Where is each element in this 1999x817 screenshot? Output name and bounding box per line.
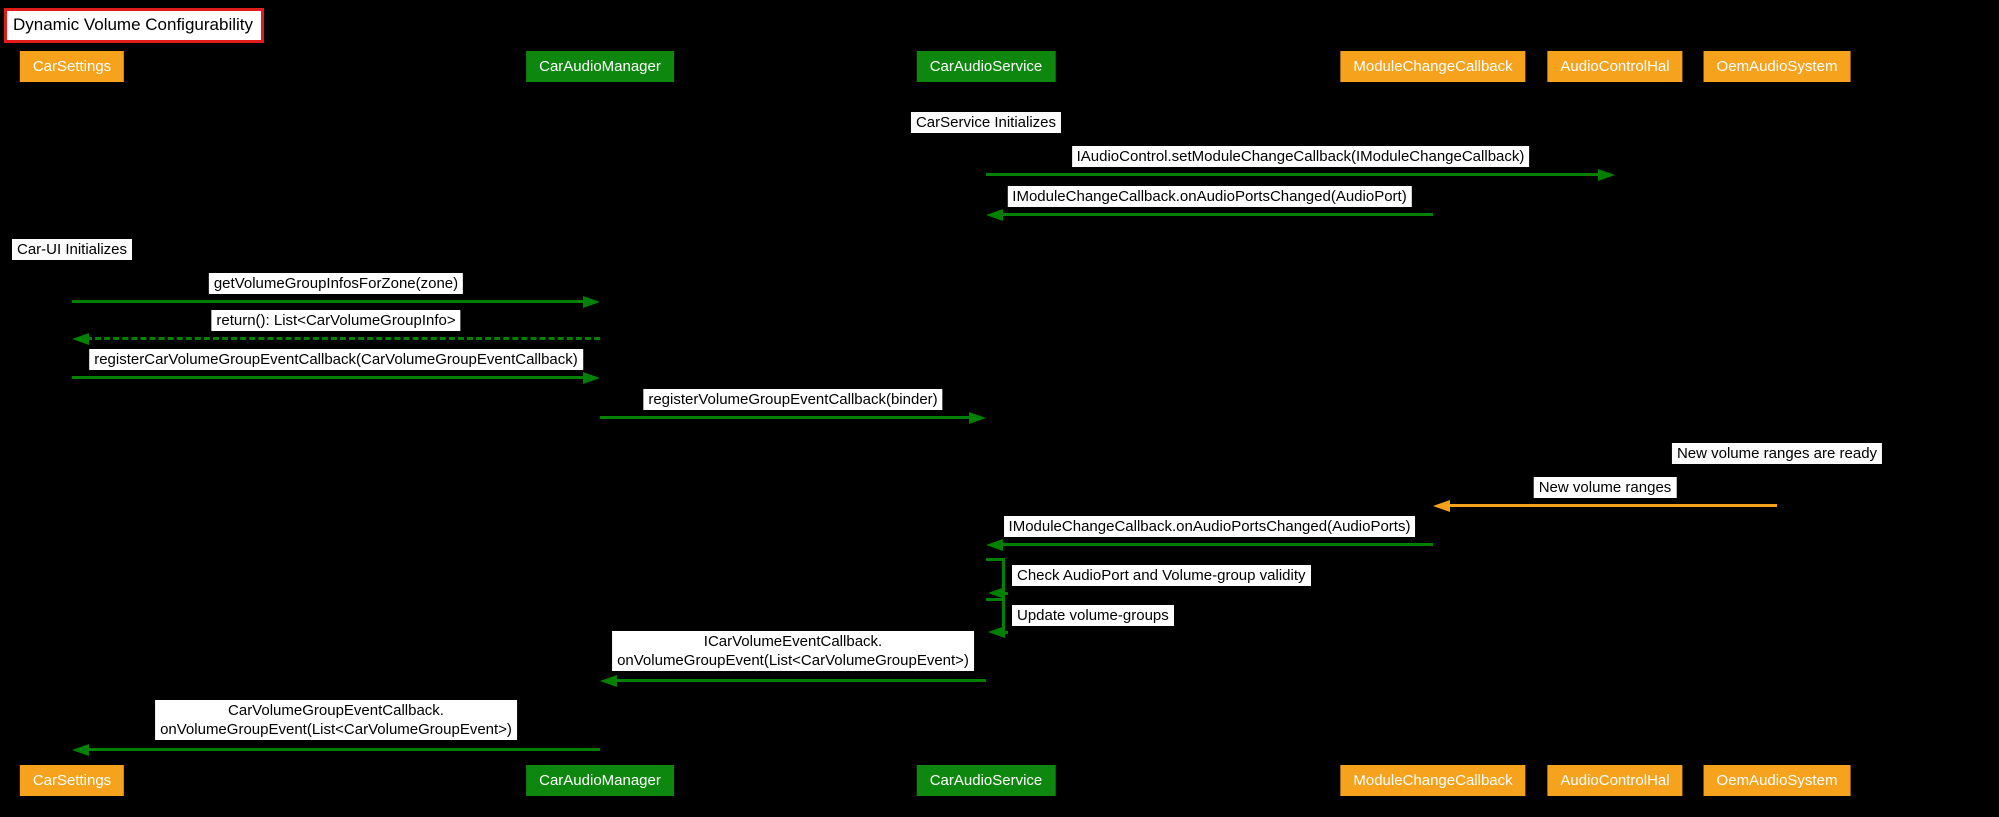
message-arrow-head-10 bbox=[986, 539, 1003, 551]
message-arrow-head-2 bbox=[986, 209, 1003, 221]
participant-box-top-caraudiomanager: CarAudioManager bbox=[526, 51, 674, 82]
message-label-13-line: onVolumeGroupEvent(List<CarVolumeGroupEvent>) bbox=[617, 652, 969, 669]
message-arrow-head-4 bbox=[583, 296, 600, 308]
message-label-2 bbox=[1007, 186, 1411, 207]
message-arrow-head-9 bbox=[1433, 500, 1450, 512]
message-arrow-head-13 bbox=[600, 675, 617, 687]
message-arrow-line-6 bbox=[72, 376, 586, 379]
participant-box-top-caraudioservice: CarAudioService bbox=[917, 51, 1056, 82]
message-label-14-line: CarVolumeGroupEventCallback. bbox=[228, 702, 444, 719]
participant-box-bottom-modulechangecallback: ModuleChangeCallback bbox=[1340, 765, 1525, 796]
message-label-9 bbox=[1534, 477, 1677, 498]
note-8: New volume ranges are ready bbox=[1672, 443, 1882, 464]
message-label-2-line: IModuleChangeCallback.onAudioPortsChanged(AudioPort) bbox=[1012, 188, 1407, 205]
participant-box-bottom-audiocontrolhal: AudioControlHal bbox=[1547, 765, 1682, 796]
message-label-14 bbox=[155, 700, 517, 740]
diagram-title: Dynamic Volume Configurability bbox=[4, 8, 264, 43]
message-arrow-line-7 bbox=[600, 416, 972, 419]
participant-box-top-oemaudiosystem: OemAudioSystem bbox=[1704, 51, 1851, 82]
message-label-1-line: IAudioControl.setModuleChangeCallback(IModuleChangeCallback) bbox=[1076, 148, 1525, 165]
message-label-7-line: registerVolumeGroupEventCallback(binder) bbox=[648, 391, 938, 408]
message-label-1 bbox=[1072, 146, 1530, 167]
message-label-6 bbox=[89, 349, 583, 370]
message-arrow-line-10 bbox=[1000, 543, 1433, 546]
message-label-7 bbox=[643, 389, 942, 410]
participant-box-top-carsettings: CarSettings bbox=[20, 51, 124, 82]
message-label-4 bbox=[209, 273, 463, 294]
message-label-10-line: IModuleChangeCallback.onAudioPortsChanged(AudioPorts) bbox=[1008, 518, 1411, 535]
message-arrow-line-5 bbox=[86, 337, 600, 340]
self-message-arrow-head-12 bbox=[988, 626, 1005, 638]
message-label-13 bbox=[612, 631, 974, 671]
message-arrow-head-6 bbox=[583, 372, 600, 384]
message-label-13-line: ICarVolumeEventCallback. bbox=[703, 633, 883, 650]
participant-box-top-modulechangecallback: ModuleChangeCallback bbox=[1340, 51, 1525, 82]
message-arrow-line-14 bbox=[86, 748, 600, 751]
self-message-label-12: Update volume-groups bbox=[1012, 605, 1174, 626]
note-3: Car-UI Initializes bbox=[12, 239, 132, 260]
message-arrow-line-4 bbox=[72, 300, 586, 303]
participant-box-bottom-caraudioservice: CarAudioService bbox=[917, 765, 1056, 796]
message-arrow-line-2 bbox=[1000, 213, 1433, 216]
participant-box-bottom-oemaudiosystem: OemAudioSystem bbox=[1704, 765, 1851, 796]
participant-box-bottom-carsettings: CarSettings bbox=[20, 765, 124, 796]
message-arrow-line-9 bbox=[1447, 504, 1777, 507]
message-arrow-head-1 bbox=[1598, 169, 1615, 181]
message-arrow-head-5 bbox=[72, 333, 89, 345]
message-label-9-line: New volume ranges bbox=[1538, 479, 1672, 496]
message-arrow-head-7 bbox=[969, 412, 986, 424]
message-arrow-head-14 bbox=[72, 744, 89, 756]
message-label-5 bbox=[211, 310, 460, 331]
message-label-4-line: getVolumeGroupInfosForZone(zone) bbox=[213, 275, 459, 292]
note-0: CarService Initializes bbox=[911, 112, 1061, 133]
message-label-5-line: return(): List<CarVolumeGroupInfo> bbox=[216, 312, 456, 329]
self-message-label-11: Check AudioPort and Volume-group validity bbox=[1012, 565, 1311, 586]
message-label-6-line: registerCarVolumeGroupEventCallback(CarVolumeGroupEventCallback) bbox=[94, 351, 578, 368]
participant-box-top-audiocontrolhal: AudioControlHal bbox=[1547, 51, 1682, 82]
message-label-14-line: onVolumeGroupEvent(List<CarVolumeGroupEvent>) bbox=[160, 721, 512, 738]
message-label-10 bbox=[1004, 516, 1416, 537]
message-arrow-line-1 bbox=[986, 173, 1601, 176]
message-arrow-line-13 bbox=[614, 679, 986, 682]
participant-box-bottom-caraudiomanager: CarAudioManager bbox=[526, 765, 674, 796]
